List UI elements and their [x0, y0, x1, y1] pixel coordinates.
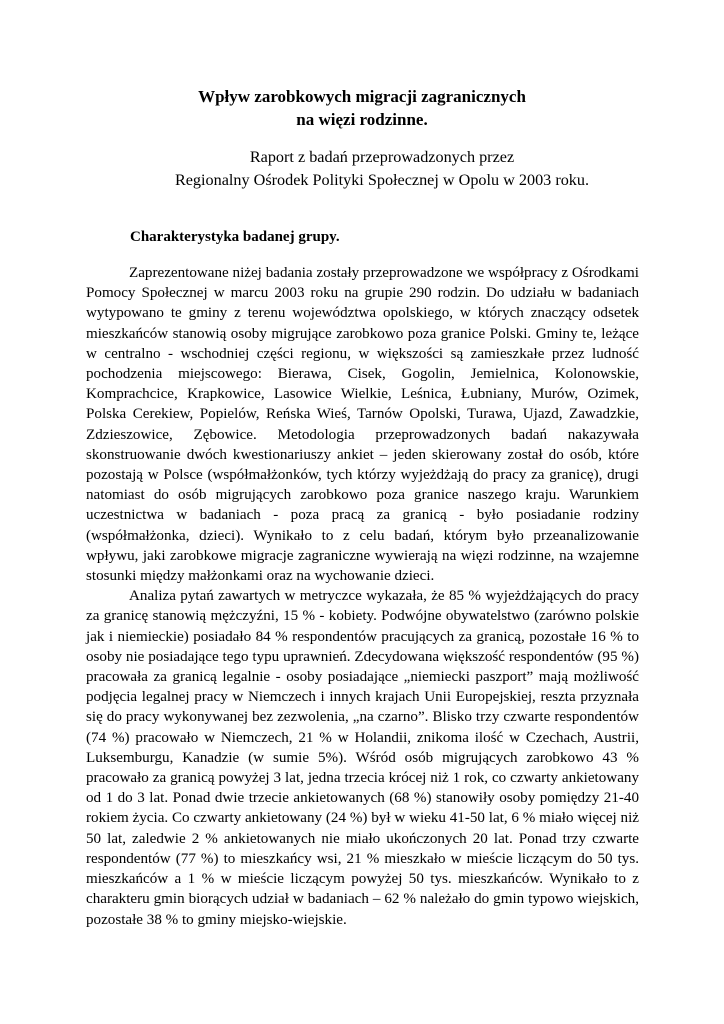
report-subtitle	[0, 146, 724, 192]
title-line-1: Wpływ zarobkowych migracji zagranicznych	[198, 87, 526, 106]
section-heading: Charakterystyka badanej grupy.	[130, 229, 340, 245]
paragraph-2: Analiza pytań zawartych w metryczce wykazała, że 85 % wyjeżdżających do pracy za granicę stanowią mężczyźni, 15 % - kobiety. Podwójne obywatelstwo (zarówno polskie jak i niemieckie) posiadało 84 % respondentów pracujących za granicą, pozostałe 16 % to osoby nie posiadające tego typu uprawnień. Zdecydowana większość respondentów (95 %) pracowała za granicą legalnie - osoby posiadające „niemiecki paszport” mają możliwość podjęcia legalnej pracy w Niemczech i innych krajach Unii Europejskiej, reszta przyznała się do pracy wykonywanej bez zezwolenia, „na czarno”. Blisko trzy czwarte respondentów (74 %) pracowało w Niemczech, 21 % w Holandii, znikoma ilość w Czechach, Austrii, Luksemburgu, Kanadzie (w sumie 5%). Wśród osób migrujących zarobkowo 43 % pracowało za granicą powyżej 3 lat, jedna trzecia krócej niż 1 rok, co czwarty ankietowany od 1 do 3 lat. Ponad dwie trzecie ankietowanych (68 %) stanowiły osoby pomiędzy 21-40 rokiem życia. Co czwarty ankietowany (24 %) był w wieku 41-50 lat, 6 % miało więcej niż 50 lat, zaledwie 2 % ankietowanych nie miało ukończonych 20 lat. Ponad trzy czwarte respondentów (77 %) to mieszkańcy wsi, 21 % mieszkało w mieście liczącym do 50 tys. mieszkańców a 1 % w mieście liczącym powyżej 50 tys. mieszkańców. Wynikało to z charakteru gmin biorących udział w badaniach – 62 % należało do gmin typowo wiejskich, pozostałe 38 % to gminy miejsko-wiejskie.	[86, 588, 639, 928]
paragraph-1: Zaprezentowane niżej badania zostały przeprowadzone we współpracy z Ośrodkami Pomocy Społecznej w marcu 2003 roku na grupie 290 rodzin. Do udziału w badaniach wytypowano te gminy z terenu województwa opolskiego, w których znaczący odsetek mieszkańców stanowią osoby migrujące zarobkowo poza granice Polski. Gminy te, leżące w centralno - wschodniej części regionu, w większości są zamieszkałe przez ludność pochodzenia miejscowego: Bierawa, Cisek, Gogolin, Jemielnica, Kolonowskie, Komprachcice, Krapkowice, Lasowice Wielkie, Leśnica, Łubniany, Murów, Ozimek, Polska Cerekiew, Popielów, Reńska Wieś, Tarnów Opolski, Turawa, Ujazd, Zawadzkie, Zdzieszowice, Zębowice. Metodologia przeprowadzonych badań nakazywała skonstruowanie dwóch kwestionariuszy ankiet – jeden skierowany został do osób, które pozostają w Polsce (współmałżonków, tych którzy wyjeżdżają do pracy za granicę), drugi natomiast do osób migrujących zarobkowo poza granice naszego kraju. Warunkiem uczestnictwa w badaniach - poza pracą za granicą - było posiadanie rodziny (współmałżonka, dzieci). Wynikało to z celu badań, którym było przeanalizowanie wpływu, jaki zarobkowe migracje zagraniczne wywierają na więzi rodzinne, na wzajemne stosunki między małżonkami oraz na wychowanie dzieci.	[86, 265, 639, 585]
body-text	[86, 263, 639, 930]
document-title	[0, 85, 724, 131]
subtitle-line-2: Regionalny Ośrodek Polityki Społecznej w Opolu w 2003 roku.	[174, 171, 590, 189]
title-line-2: na więzi rodzinne.	[296, 110, 428, 129]
subtitle-line-1: Raport z badań przeprowadzonych przez	[249, 148, 515, 166]
